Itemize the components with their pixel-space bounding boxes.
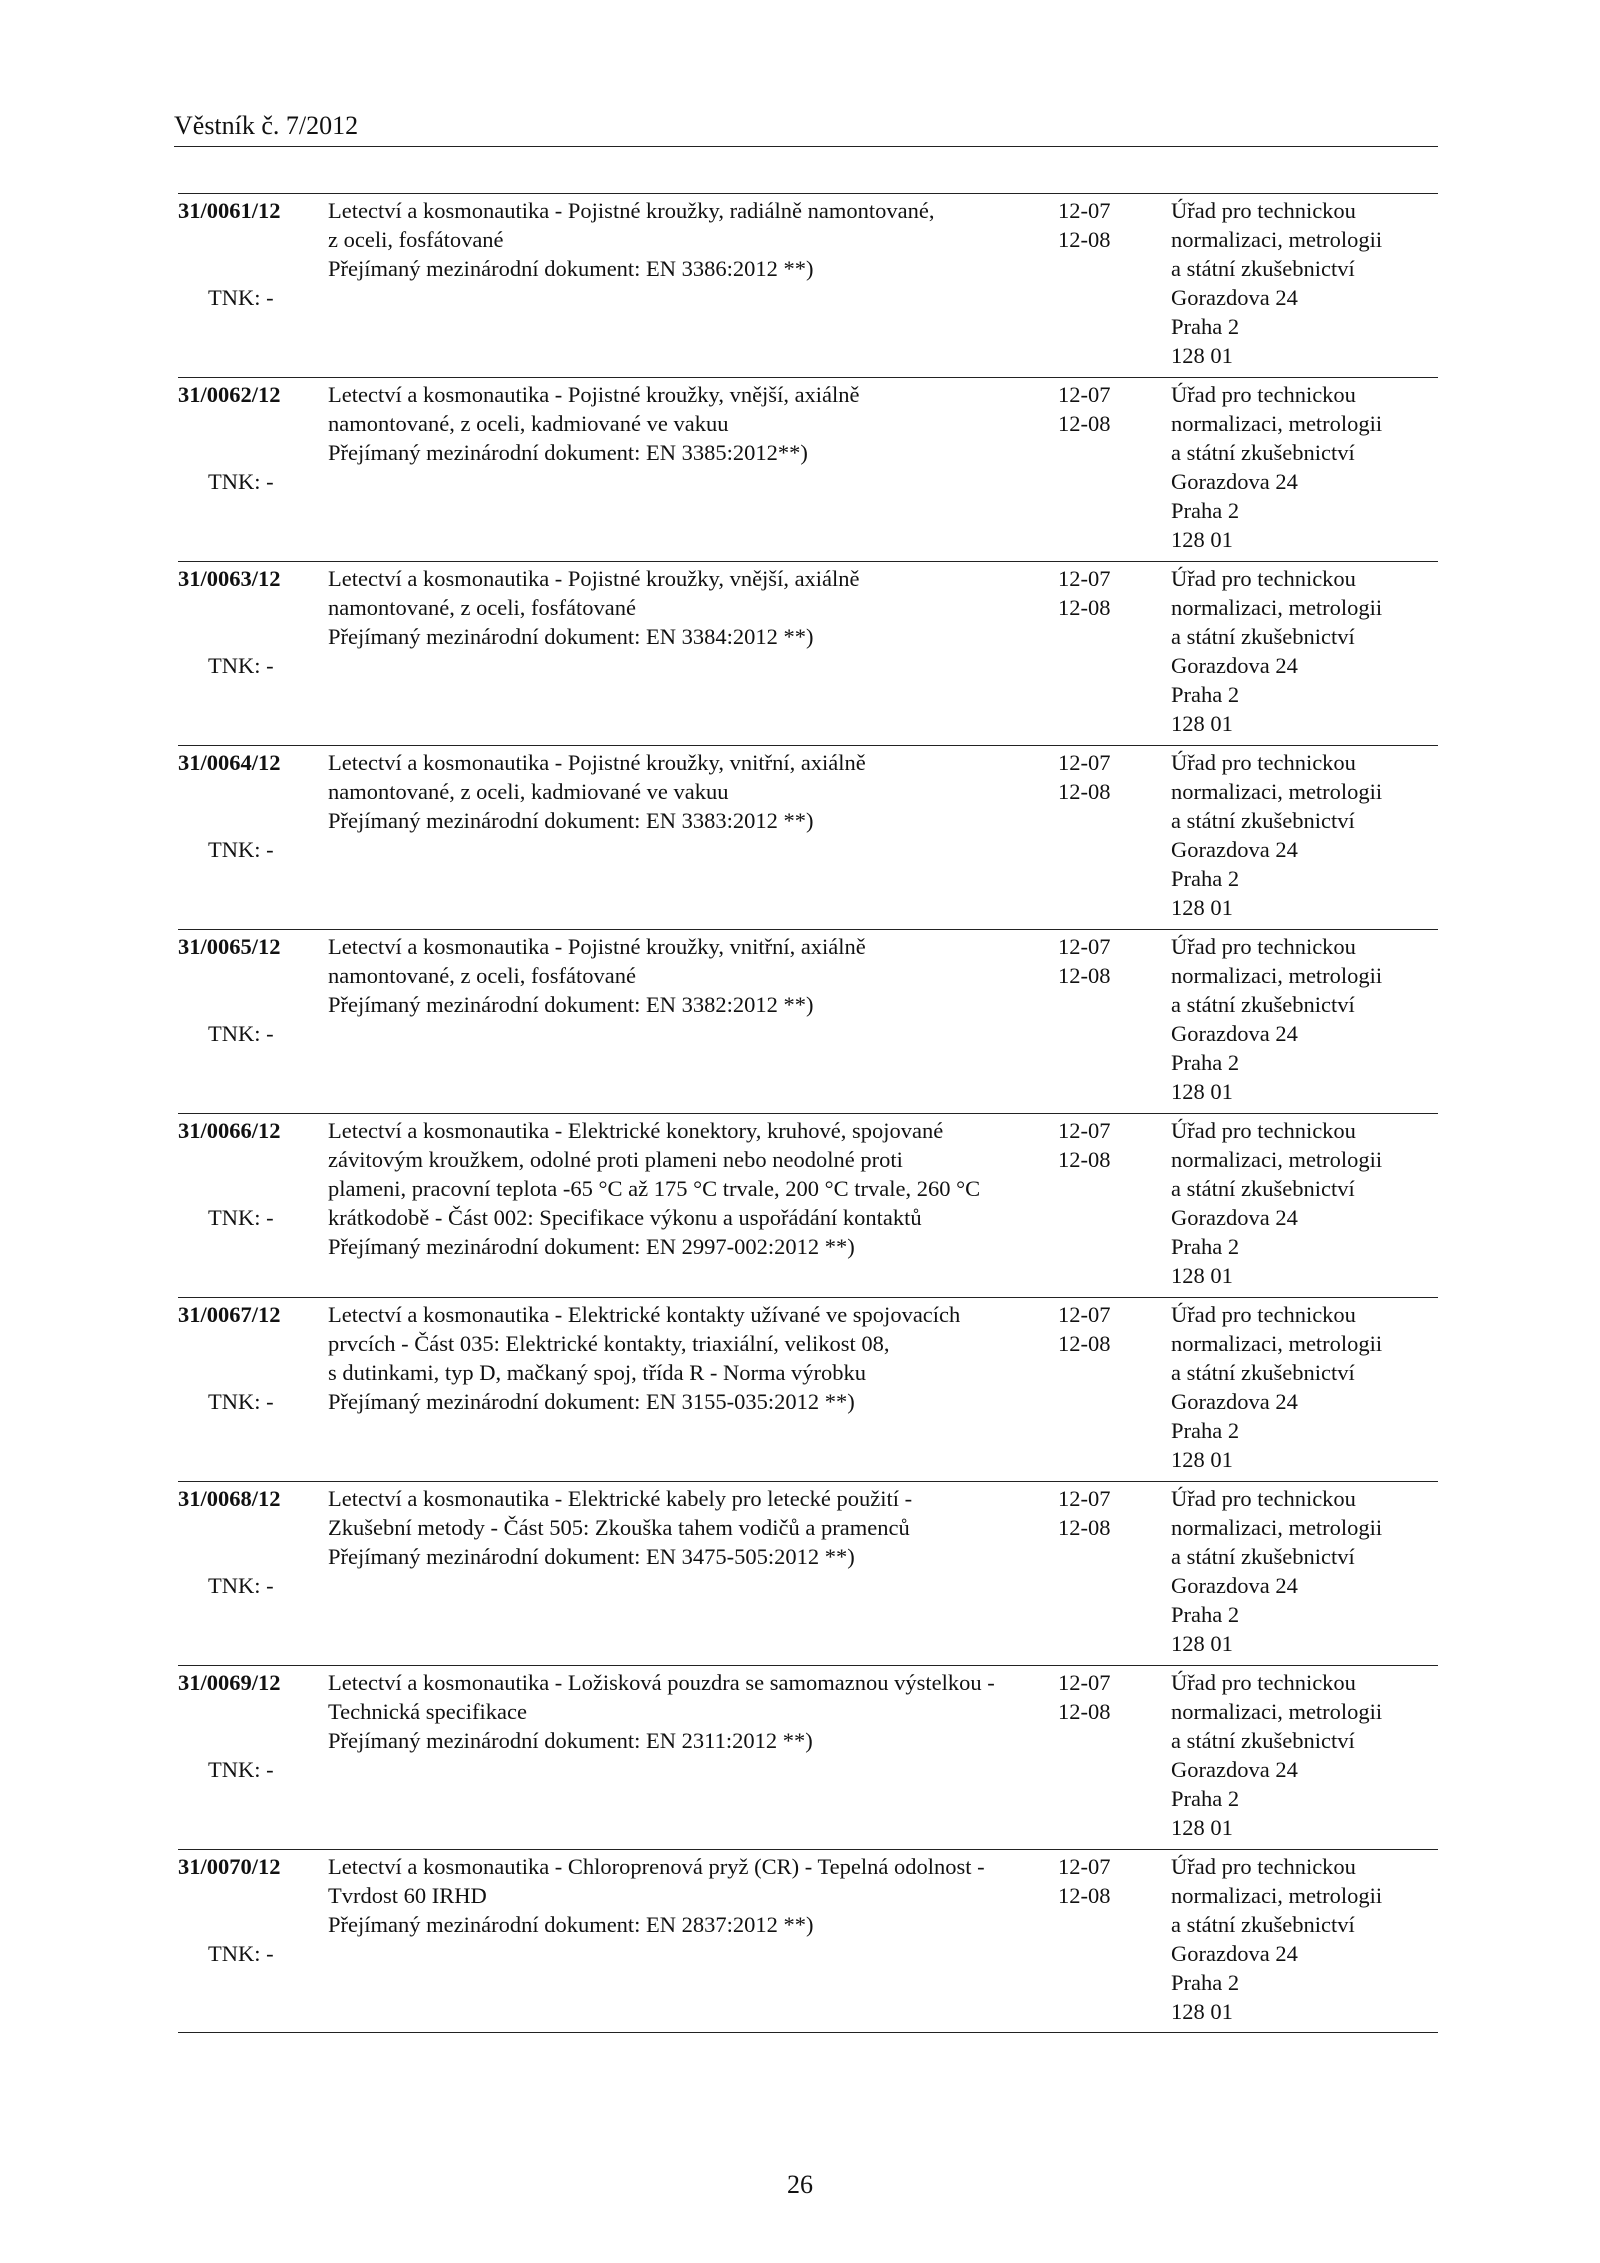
entry-codes [1058,196,1148,254]
entry-number: 31/0065/12 [178,934,281,959]
entry-title-line: Letectví a kosmonautika - Elektrické kontakty užívané ve spojovacích [328,1302,961,1327]
entry-title-line: Přejímaný mezinárodní dokument: EN 3155-035:2012 **) [328,1389,855,1414]
entry-organization-line: a státní zkušebnictví [1171,624,1355,649]
entry-organization-line: Úřad pro technickou [1171,566,1356,591]
entry-organization-line: 128 01 [1171,1263,1233,1288]
entry-number: 31/0061/12 [178,198,281,223]
entry-codes [1058,1116,1148,1174]
entry-tnk: TNK: - [208,1205,274,1230]
entry-title [328,932,888,1019]
entry-organization [1171,1116,1431,1290]
entry-code: 12-08 [1058,595,1111,620]
entry-tnk: TNK: - [208,1021,274,1046]
entry-title-line: namontované, z oceli, fosfátované [328,963,637,988]
entry-code: 12-07 [1058,1118,1111,1143]
entry-organization-line: Praha 2 [1171,314,1240,339]
entry-title-line: Letectví a kosmonautika - Elektrické konektory, kruhové, spojované [328,1118,944,1143]
entry-tnk: TNK: - [208,285,274,310]
entry-code: 12-07 [1058,934,1111,959]
entry-code: 12-08 [1058,1147,1111,1172]
entry-organization-line: Praha 2 [1171,682,1240,707]
entry-organization-line: Úřad pro technickou [1171,1854,1356,1879]
entry-organization-line: a státní zkušebnictví [1171,1912,1355,1937]
entry-organization-line: Úřad pro technickou [1171,934,1356,959]
entry-title-line: Zkušební metody - Část 505: Zkouška tahem vodičů a pramenců [328,1515,910,1540]
entry-organization [1171,196,1431,370]
entry-organization-line: Úřad pro technickou [1171,382,1356,407]
entry-organization-line: 128 01 [1171,895,1233,920]
entry-organization-line: Gorazdova 24 [1171,1757,1298,1782]
entry-title-line: Letectví a kosmonautika - Chloroprenová pryž (CR) - Tepelná odolnost - [328,1854,985,1879]
entry-tnk: TNK: - [208,653,274,678]
entry-organization [1171,1668,1431,1842]
entry-organization [1171,1852,1431,2026]
entry-title-line: namontované, z oceli, fosfátované [328,595,637,620]
entry-organization-line: normalizaci, metrologii [1171,1515,1383,1540]
entry-title [328,1668,995,1755]
entry-organization-line: Úřad pro technickou [1171,1486,1356,1511]
entry-title-line: Letectví a kosmonautika - Pojistné kroužky, vnější, axiálně [328,566,860,591]
entry-title-line: Letectví a kosmonautika - Elektrické kabely pro letecké použití - [328,1486,913,1511]
entry-title-line: Letectví a kosmonautika - Pojistné kroužky, vnitřní, axiálně [328,750,866,775]
entry-code: 12-07 [1058,1670,1111,1695]
entry-organization-line: normalizaci, metrologii [1171,1147,1383,1172]
entry-code: 12-08 [1058,227,1111,252]
entry-organization-line: Gorazdova 24 [1171,1205,1298,1230]
standards-list [178,193,1438,2033]
entry-title-line: prvcích - Část 035: Elektrické kontakty, triaxiální, velikost 08, [328,1331,890,1356]
page-header-title: Věstník č. 7/2012 [174,111,359,140]
entry-organization-line: Praha 2 [1171,1602,1240,1627]
entry-organization-line: Praha 2 [1171,1050,1240,1075]
standard-entry [178,193,1438,377]
entry-number-column [178,196,308,310]
entry-organization-line: 128 01 [1171,711,1233,736]
entry-code: 12-07 [1058,382,1111,407]
entry-number: 31/0064/12 [178,750,281,775]
entry-tnk: TNK: - [208,1941,274,1966]
entry-title [328,1852,985,1939]
entry-organization-line: a státní zkušebnictví [1171,440,1355,465]
entry-number: 31/0062/12 [178,382,281,407]
entry-organization-line: Gorazdova 24 [1171,837,1298,862]
entry-organization [1171,380,1431,554]
entry-code: 12-08 [1058,1515,1111,1540]
entry-organization-line: 128 01 [1171,1999,1233,2024]
entry-code: 12-08 [1058,1883,1111,1908]
entry-organization-line: Úřad pro technickou [1171,1118,1356,1143]
entry-code: 12-07 [1058,1854,1111,1879]
page-number: 26 [787,2170,813,2199]
entry-code: 12-07 [1058,198,1111,223]
entry-organization-line: a státní zkušebnictví [1171,808,1355,833]
entry-organization-line: normalizaci, metrologii [1171,595,1383,620]
entry-number: 31/0066/12 [178,1118,281,1143]
entry-number-column [178,1484,308,1598]
header-rule [174,146,1438,147]
entry-title-line: závitovým kroužkem, odolné proti plameni nebo neodolné proti [328,1147,903,1172]
entry-number-column [178,380,308,494]
entry-code: 12-08 [1058,1699,1111,1724]
entry-title-line: Technická specifikace [328,1699,527,1724]
entry-title [328,748,888,835]
entry-organization-line: a státní zkušebnictví [1171,1360,1355,1385]
entry-organization [1171,1484,1431,1658]
entry-code: 12-07 [1058,566,1111,591]
entry-organization-line: Gorazdova 24 [1171,653,1298,678]
entry-title [328,1116,981,1261]
entry-number-column [178,932,308,1046]
entry-organization [1171,748,1431,922]
entry-organization-line: Gorazdova 24 [1171,1941,1298,1966]
entry-number: 31/0070/12 [178,1854,281,1879]
entry-organization [1171,932,1431,1106]
entry-organization-line: a státní zkušebnictví [1171,1176,1355,1201]
entry-codes [1058,1484,1148,1542]
entry-number-column [178,1668,308,1782]
entry-title-line: namontované, z oceli, kadmiované ve vakuu [328,411,729,436]
entry-tnk: TNK: - [208,1389,274,1414]
entry-number-column [178,1300,308,1414]
entry-codes [1058,748,1148,806]
entry-organization-line: Praha 2 [1171,1786,1240,1811]
entry-organization [1171,564,1431,738]
entry-organization-line: Gorazdova 24 [1171,1021,1298,1046]
entry-code: 12-08 [1058,1331,1111,1356]
entry-codes [1058,932,1148,990]
entry-number-column [178,1116,308,1230]
entry-title-line: Tvrdost 60 IRHD [328,1883,487,1908]
entry-codes [1058,1852,1148,1910]
entry-codes [1058,380,1148,438]
entry-tnk: TNK: - [208,1757,274,1782]
entry-organization-line: 128 01 [1171,1447,1233,1472]
entry-title-line: Letectví a kosmonautika - Ložisková pouzdra se samomaznou výstelkou - [328,1670,995,1695]
entry-codes [1058,1668,1148,1726]
entry-organization-line: Praha 2 [1171,1970,1240,1995]
entry-code: 12-07 [1058,750,1111,775]
entry-title-line: Letectví a kosmonautika - Pojistné kroužky, radiálně namontované, [328,198,935,223]
entry-organization-line: a státní zkušebnictví [1171,256,1355,281]
entry-organization-line: Gorazdova 24 [1171,285,1298,310]
entry-number-column [178,748,308,862]
entry-organization-line: Gorazdova 24 [1171,469,1298,494]
entry-codes [1058,1300,1148,1358]
entry-code: 12-07 [1058,1302,1111,1327]
entry-title-line: Přejímaný mezinárodní dokument: EN 3382:2012 **) [328,992,814,1017]
entry-organization-line: normalizaci, metrologii [1171,779,1383,804]
entry-organization-line: Gorazdova 24 [1171,1389,1298,1414]
entry-title [328,1484,913,1571]
entry-title-line: Přejímaný mezinárodní dokument: EN 2997-002:2012 **) [328,1234,855,1259]
entry-organization-line: a státní zkušebnictví [1171,1544,1355,1569]
entry-number: 31/0063/12 [178,566,281,591]
entry-title [328,564,888,651]
entry-title-line: namontované, z oceli, kadmiované ve vakuu [328,779,729,804]
entry-organization-line: normalizaci, metrologii [1171,227,1383,252]
entry-organization-line: normalizaci, metrologii [1171,1331,1383,1356]
entry-number: 31/0067/12 [178,1302,281,1327]
entry-organization-line: Gorazdova 24 [1171,1573,1298,1598]
entry-organization [1171,1300,1431,1474]
entry-title-line: Letectví a kosmonautika - Pojistné kroužky, vnitřní, axiálně [328,934,866,959]
entry-organization-line: Praha 2 [1171,1234,1240,1259]
entry-number-column [178,1852,308,1966]
entry-number: 31/0069/12 [178,1670,281,1695]
entry-title-line: s dutinkami, typ D, mačkaný spoj, třída R - Norma výrobku [328,1360,867,1385]
entry-number: 31/0068/12 [178,1486,281,1511]
entry-organization-line: normalizaci, metrologii [1171,1699,1383,1724]
entry-title-line: Přejímaný mezinárodní dokument: EN 3383:2012 **) [328,808,814,833]
entry-organization-line: Úřad pro technickou [1171,1302,1356,1327]
entry-code: 12-07 [1058,1486,1111,1511]
entry-organization-line: Úřad pro technickou [1171,198,1356,223]
standard-entry [178,1665,1438,1849]
entry-title [328,1300,961,1416]
entry-code: 12-08 [1058,963,1111,988]
entry-title [328,196,935,283]
entry-number-column [178,564,308,678]
standard-entry [178,929,1438,1113]
entry-organization-line: 128 01 [1171,343,1233,368]
entry-title-line: z oceli, fosfátované [328,227,504,252]
entry-title [328,380,888,467]
entry-title-line: Letectví a kosmonautika - Pojistné kroužky, vnější, axiálně [328,382,860,407]
entry-organization-line: Úřad pro technickou [1171,1670,1356,1695]
entry-title-line: Přejímaný mezinárodní dokument: EN 3385:2012**) [328,440,808,465]
entry-title-line: plameni, pracovní teplota -65 °C až 175 °C trvale, 200 °C trvale, 260 °C [328,1176,981,1201]
entry-title-line: Přejímaný mezinárodní dokument: EN 3475-505:2012 **) [328,1544,855,1569]
standard-entry [178,745,1438,929]
entry-code: 12-08 [1058,411,1111,436]
entry-title-line: Přejímaný mezinárodní dokument: EN 3386:2012 **) [328,256,814,281]
standard-entry [178,1849,1438,2033]
entry-organization-line: a státní zkušebnictví [1171,1728,1355,1753]
entry-organization-line: normalizaci, metrologii [1171,411,1383,436]
entry-organization-line: Praha 2 [1171,1418,1240,1443]
entry-organization-line: Praha 2 [1171,498,1240,523]
standard-entry [178,377,1438,561]
entry-tnk: TNK: - [208,1573,274,1598]
entry-title-line: Přejímaný mezinárodní dokument: EN 3384:2012 **) [328,624,814,649]
entry-organization-line: a státní zkušebnictví [1171,992,1355,1017]
entry-organization-line: 128 01 [1171,527,1233,552]
entry-organization-line: 128 01 [1171,1631,1233,1656]
entry-title-line: Přejímaný mezinárodní dokument: EN 2837:2012 **) [328,1912,814,1937]
entry-organization-line: normalizaci, metrologii [1171,963,1383,988]
entry-organization-line: normalizaci, metrologii [1171,1883,1383,1908]
standard-entry [178,561,1438,745]
entry-codes [1058,564,1148,622]
entry-organization-line: Praha 2 [1171,866,1240,891]
entry-organization-line: 128 01 [1171,1079,1233,1104]
entry-tnk: TNK: - [208,837,274,862]
entry-organization-line: 128 01 [1171,1815,1233,1840]
entry-title-line: Přejímaný mezinárodní dokument: EN 2311:2012 **) [328,1728,813,1753]
entry-organization-line: Úřad pro technickou [1171,750,1356,775]
standard-entry [178,1481,1438,1665]
entry-title-line: krátkodobě - Část 002: Specifikace výkonu a uspořádání kontaktů [328,1205,922,1230]
entry-tnk: TNK: - [208,469,274,494]
entry-code: 12-08 [1058,779,1111,804]
standard-entry [178,1297,1438,1481]
standard-entry [178,1113,1438,1297]
